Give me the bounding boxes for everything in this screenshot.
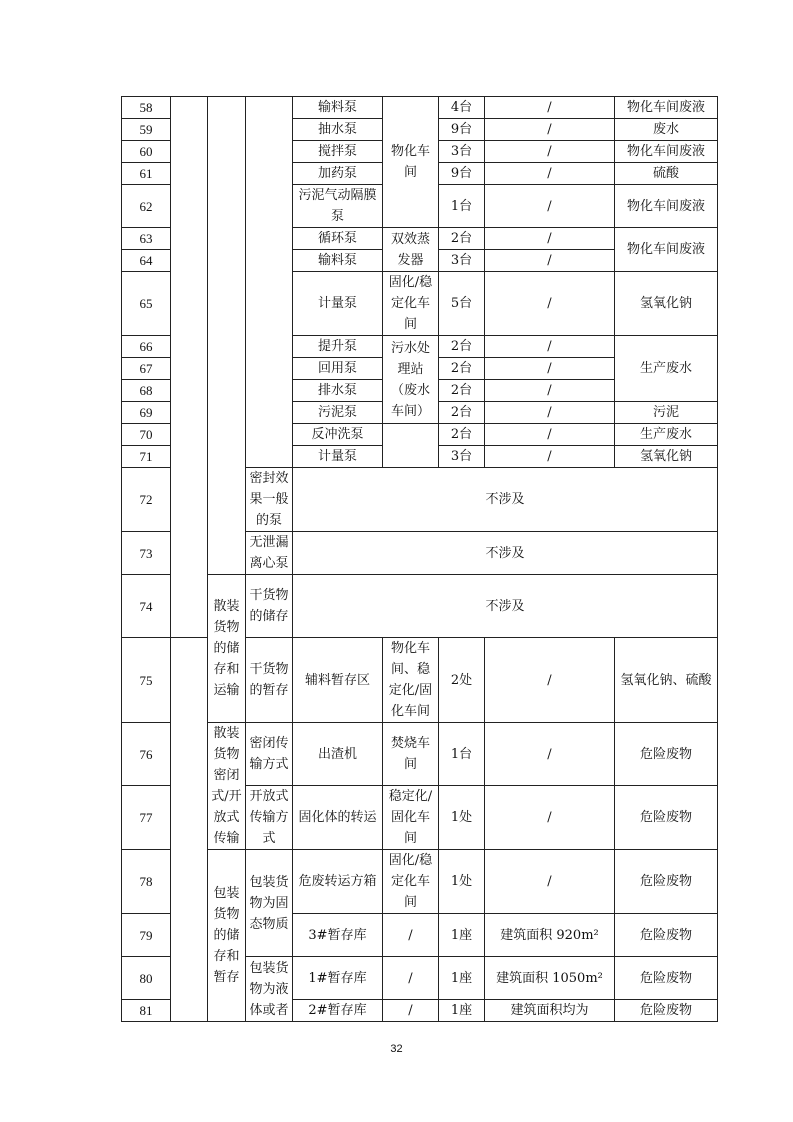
equipment-name: 输料泵 (293, 97, 383, 119)
medium-cell: 废水 (615, 119, 718, 141)
quantity-cell: 1座 (439, 1000, 485, 1022)
category-cell: 包装货物的储存和暂存 (208, 850, 246, 1022)
quantity-cell: 2台 (439, 380, 485, 402)
row-number: 65 (122, 272, 171, 336)
detail-cell: / (485, 358, 615, 380)
location-cell: 物化车间、稳定化/固化车间 (383, 638, 439, 723)
table-row (122, 575, 718, 638)
row-number: 80 (122, 957, 171, 1000)
subtype-cell: 开放式传输方式 (246, 786, 293, 850)
equipment-name: 循环泵 (293, 228, 383, 250)
equipment-name: 固化体的转运 (293, 786, 383, 850)
subtype-cell: 干货物的暂存 (246, 638, 293, 723)
table-row (122, 723, 718, 786)
row-number: 58 (122, 97, 171, 119)
quantity-cell: 2台 (439, 424, 485, 446)
location-cell: 污水处理站（废水车间） (383, 336, 439, 424)
row-number: 60 (122, 141, 171, 163)
empty-cell (383, 424, 439, 468)
equipment-table (121, 96, 718, 1022)
equipment-name: 3#暂存库 (293, 914, 383, 957)
location-cell: / (383, 1000, 439, 1022)
detail-cell: 建筑面积 920m² (485, 914, 615, 957)
equipment-name: 计量泵 (293, 272, 383, 336)
row-number: 63 (122, 228, 171, 250)
medium-cell: 危险废物 (615, 786, 718, 850)
row-number: 73 (122, 532, 171, 575)
quantity-cell: 1处 (439, 786, 485, 850)
subtype-cell: 干货物的储存 (246, 575, 293, 638)
page-number: 32 (390, 1043, 403, 1055)
subtype-cell: 包装货物为固态物质 (246, 850, 293, 957)
empty-cell (171, 97, 208, 638)
row-number: 69 (122, 402, 171, 424)
category-cell: 散装货物的储存和运输 (208, 575, 246, 723)
location-cell: 稳定化/固化车间 (383, 786, 439, 850)
detail-cell: 建筑面积 1050m² (485, 957, 615, 1000)
row-number: 78 (122, 850, 171, 914)
medium-cell: 生产废水 (615, 424, 718, 446)
location-cell: 焚烧车间 (383, 723, 439, 786)
equipment-name: 污泥气动隔膜泵 (293, 185, 383, 228)
category-cell: 散装货物密闭式/开放式传输 (208, 723, 246, 850)
equipment-name: 排水泵 (293, 380, 383, 402)
detail-cell: / (485, 250, 615, 272)
detail-cell: / (485, 402, 615, 424)
medium-cell: 物化车间废液 (615, 97, 718, 119)
quantity-cell: 1处 (439, 850, 485, 914)
medium-cell: 危险废物 (615, 850, 718, 914)
quantity-cell: 5台 (439, 272, 485, 336)
row-number: 68 (122, 380, 171, 402)
quantity-cell: 1台 (439, 185, 485, 228)
location-cell: / (383, 957, 439, 1000)
medium-cell: 物化车间废液 (615, 228, 718, 272)
detail-cell: / (485, 272, 615, 336)
row-number: 76 (122, 723, 171, 786)
equipment-name: 出渣机 (293, 723, 383, 786)
equipment-name: 计量泵 (293, 446, 383, 468)
medium-cell: 污泥 (615, 402, 718, 424)
table-row (122, 850, 718, 914)
equipment-name: 反冲洗泵 (293, 424, 383, 446)
medium-cell: 硫酸 (615, 163, 718, 185)
quantity-cell: 2台 (439, 358, 485, 380)
note-cell: 不涉及 (293, 468, 718, 532)
row-number: 77 (122, 786, 171, 850)
row-number: 79 (122, 914, 171, 957)
medium-cell: 氢氧化钠 (615, 446, 718, 468)
row-number: 75 (122, 638, 171, 723)
row-number: 72 (122, 468, 171, 532)
detail-cell: / (485, 119, 615, 141)
row-number: 66 (122, 336, 171, 358)
row-number: 61 (122, 163, 171, 185)
medium-cell: 危险废物 (615, 1000, 718, 1022)
location-cell: 双效蒸发器 (383, 228, 439, 272)
location-cell: 物化车间 (383, 97, 439, 228)
quantity-cell: 3台 (439, 141, 485, 163)
subtype-cell: 密闭传输方式 (246, 723, 293, 786)
quantity-cell: 3台 (439, 250, 485, 272)
medium-cell: 危险废物 (615, 723, 718, 786)
location-cell: 固化/稳定化车间 (383, 272, 439, 336)
subtype-cell: 密封效果一般的泵 (246, 468, 293, 532)
row-number: 67 (122, 358, 171, 380)
detail-cell: 建筑面积均为 (485, 1000, 615, 1022)
quantity-cell: 9台 (439, 163, 485, 185)
equipment-name: 辅料暂存区 (293, 638, 383, 723)
medium-cell: 氢氧化钠、硫酸 (615, 638, 718, 723)
medium-cell: 生产废水 (615, 336, 718, 402)
location-cell: 固化/稳定化车间 (383, 850, 439, 914)
quantity-cell: 1座 (439, 914, 485, 957)
subtype-cell: 包装货物为液体或者 (246, 957, 293, 1022)
quantity-cell: 4台 (439, 97, 485, 119)
row-number: 81 (122, 1000, 171, 1022)
equipment-name: 危废转运方箱 (293, 850, 383, 914)
row-number: 71 (122, 446, 171, 468)
equipment-name: 抽水泵 (293, 119, 383, 141)
equipment-name: 输料泵 (293, 250, 383, 272)
medium-cell: 危险废物 (615, 957, 718, 1000)
row-number: 70 (122, 424, 171, 446)
quantity-cell: 1座 (439, 957, 485, 1000)
detail-cell: / (485, 638, 615, 723)
row-number: 59 (122, 119, 171, 141)
equipment-name: 加药泵 (293, 163, 383, 185)
equipment-name: 回用泵 (293, 358, 383, 380)
medium-cell: 物化车间废液 (615, 185, 718, 228)
equipment-name: 污泥泵 (293, 402, 383, 424)
detail-cell: / (485, 228, 615, 250)
subtype-cell: 无泄漏离心泵 (246, 532, 293, 575)
row-number: 74 (122, 575, 171, 638)
equipment-name: 搅拌泵 (293, 141, 383, 163)
medium-cell: 氢氧化钠 (615, 272, 718, 336)
empty-cell (208, 97, 246, 575)
detail-cell: / (485, 185, 615, 228)
detail-cell: / (485, 850, 615, 914)
equipment-name: 提升泵 (293, 336, 383, 358)
detail-cell: / (485, 141, 615, 163)
equipment-name: 2#暂存库 (293, 1000, 383, 1022)
quantity-cell: 2台 (439, 402, 485, 424)
medium-cell: 危险废物 (615, 914, 718, 957)
detail-cell: / (485, 786, 615, 850)
quantity-cell: 2台 (439, 228, 485, 250)
detail-cell: / (485, 424, 615, 446)
row-number: 62 (122, 185, 171, 228)
quantity-cell: 3台 (439, 446, 485, 468)
detail-cell: / (485, 380, 615, 402)
empty-cell (246, 97, 293, 468)
location-cell: / (383, 914, 439, 957)
quantity-cell: 2处 (439, 638, 485, 723)
quantity-cell: 1台 (439, 723, 485, 786)
table-row (122, 97, 718, 119)
row-number: 64 (122, 250, 171, 272)
detail-cell: / (485, 336, 615, 358)
detail-cell: / (485, 446, 615, 468)
equipment-name: 1#暂存库 (293, 957, 383, 1000)
medium-cell: 物化车间废液 (615, 141, 718, 163)
note-cell: 不涉及 (293, 575, 718, 638)
note-cell: 不涉及 (293, 532, 718, 575)
empty-cell (171, 638, 208, 1022)
detail-cell: / (485, 163, 615, 185)
quantity-cell: 9台 (439, 119, 485, 141)
quantity-cell: 2台 (439, 336, 485, 358)
detail-cell: / (485, 723, 615, 786)
detail-cell: / (485, 97, 615, 119)
